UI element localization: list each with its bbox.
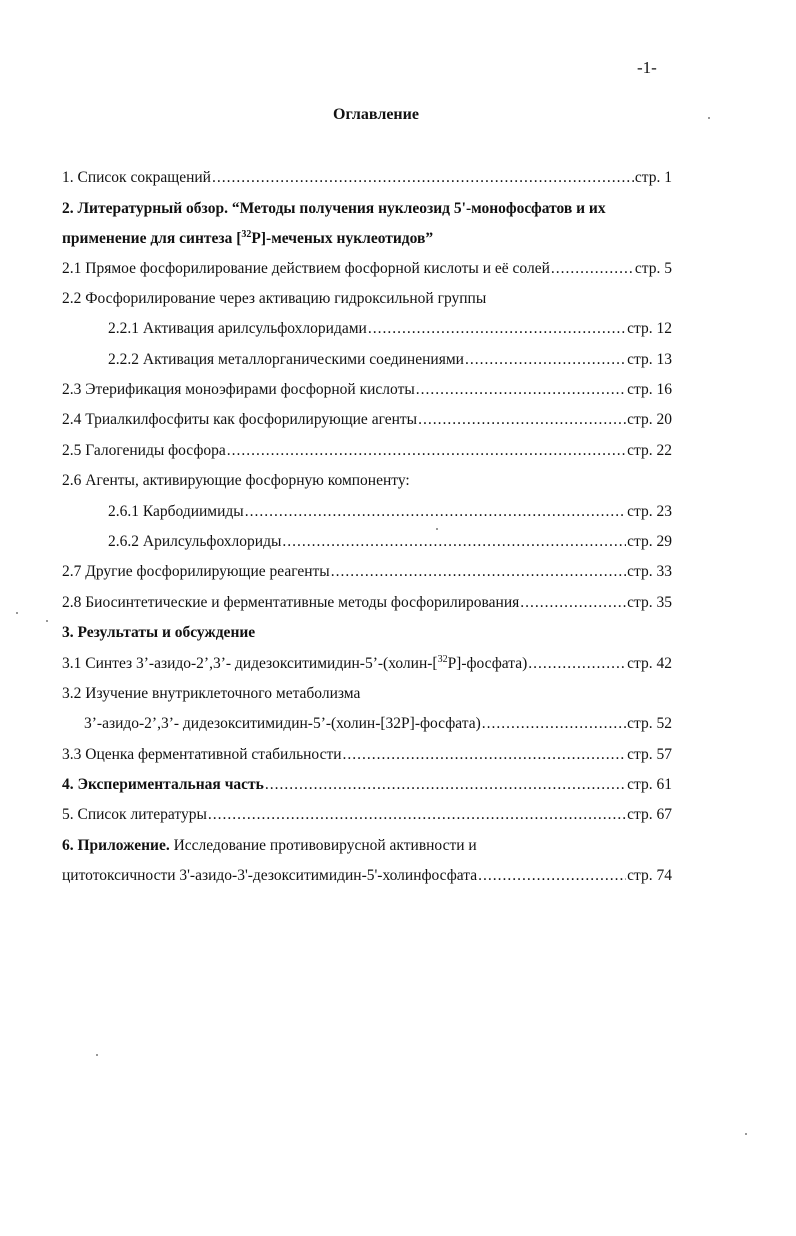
toc-entry-results: [62, 623, 672, 643]
toc-leader: [227, 441, 626, 461]
toc-entry-2-2-1: [108, 319, 672, 339]
toc-leader: [528, 654, 626, 674]
toc-leader: [482, 714, 626, 734]
toc-entry-2-5: [62, 441, 672, 461]
toc-label: 2.2 Фосфорилирование через активацию гидроксильной группы: [62, 290, 487, 307]
toc-label: 2.4 Триалкилфосфиты как фосфорилирующие агенты: [62, 411, 418, 428]
toc-label: 3.3 Оценка ферментативной стабильности: [62, 746, 342, 763]
toc-page-ref: стр. 52: [627, 715, 672, 732]
toc-label-pre: применение для синтеза [: [62, 230, 242, 247]
toc-label: 2.6.2 Арилсульфохлориды: [108, 533, 282, 550]
toc-page-ref: стр. 67: [627, 806, 672, 823]
toc-leader: [418, 410, 626, 430]
toc-leader: [465, 350, 626, 370]
toc-leader: [265, 775, 626, 795]
toc-entry-2-8: [62, 593, 672, 613]
toc-entry-3-2-line1: [62, 684, 672, 704]
toc-page-ref: стр. 13: [627, 351, 672, 368]
toc-leader: [343, 745, 627, 765]
page-number: -1-: [637, 58, 657, 77]
toc-entry-2-2-2: [108, 350, 672, 370]
toc-label: 2.5 Галогениды фосфора: [62, 442, 226, 459]
scan-speck: [16, 612, 18, 614]
toc-entry-2-1: [62, 259, 672, 279]
toc-entry-3-2-line2: [84, 714, 672, 734]
toc-entry-2-7: [62, 562, 672, 582]
toc-page-ref: стр. 33: [627, 563, 672, 580]
toc-entry-2-3: [62, 380, 672, 400]
toc-entry-literature-review-line2: [62, 229, 672, 249]
scan-speck: [46, 620, 48, 622]
scan-speck: [436, 528, 438, 530]
toc-entry-references: [62, 805, 672, 825]
superscript: 32: [437, 653, 448, 665]
toc-page-ref: стр. 42: [627, 655, 672, 672]
toc-page-ref: стр. 61: [627, 776, 672, 793]
toc-label: 3’-азидо-2’,3’- дидезокситимидин-5’-(холин-[32P]-фосфата): [84, 715, 481, 732]
toc-label: 2.6 Агенты, активирующие фосфорную компоненту:: [62, 472, 410, 489]
toc-label: 2.3 Этерификация моноэфирами фосфорной кислоты: [62, 381, 415, 398]
toc-label: 4. Экспериментальная часть: [62, 776, 264, 793]
toc-entry-2-2: [62, 289, 672, 309]
toc-label-post: P]-фосфата): [447, 655, 528, 672]
toc-label: 3.2 Изучение внутриклеточного метаболизма: [62, 685, 361, 702]
toc-label: 2.6.1 Карбодиимиды: [108, 503, 244, 520]
toc-entry-appendix-line1: [62, 836, 672, 856]
toc-label: [62, 654, 527, 674]
scan-speck: [745, 1133, 747, 1135]
toc-page-ref: стр. 22: [627, 442, 672, 459]
toc-entry-abbreviations: [62, 168, 672, 188]
toc-leader: [478, 866, 626, 886]
toc-label: 2.1 Прямое фосфорилирование действием фосфорной кислоты и её солей: [62, 260, 550, 277]
toc-entry-literature-review-line1: [62, 199, 672, 219]
toc-label: Исследование противовирусной активности и: [169, 837, 477, 854]
toc-label: 2.2.2 Активация металлорганическими соединениями: [108, 351, 464, 368]
toc-leader: [368, 319, 626, 339]
toc-page-ref: стр. 20: [627, 411, 672, 428]
toc-entry-3-1: [62, 654, 672, 674]
toc-label: 2.8 Биосинтетические и ферментативные методы фосфорилирования: [62, 594, 520, 611]
toc-entry-appendix-line2: [62, 866, 672, 886]
toc-entry-2-6-2: [108, 532, 672, 552]
scan-speck: [708, 117, 710, 119]
toc-label-post: P]-меченых нуклеотидов”: [251, 230, 434, 247]
toc-page-ref: стр. 35: [627, 594, 672, 611]
toc-label: 5. Список литературы: [62, 806, 207, 823]
toc-leader: [282, 532, 626, 552]
toc-page-ref: стр. 74: [627, 867, 672, 884]
toc-label: 2. Литературный обзор. “Методы получения нуклеозид 5'-монофосфатов и их: [62, 200, 606, 217]
toc-label: 1. Список сокращений: [62, 169, 211, 186]
toc-page-ref: стр. 29: [627, 533, 672, 550]
toc-leader: [245, 502, 626, 522]
toc-page-ref: стр. 23: [627, 503, 672, 520]
superscript: 32: [241, 228, 252, 240]
toc-page-ref: стр. 57: [627, 746, 672, 763]
toc-page-ref: стр. 5: [634, 260, 672, 277]
toc-leader: [331, 562, 626, 582]
toc-entry-2-6-1: [108, 502, 672, 522]
toc-label: 3. Результаты и обсуждение: [62, 624, 256, 641]
toc-leader: [208, 805, 626, 825]
toc-page-ref: стр. 16: [627, 381, 672, 398]
toc-entry-2-6: [62, 471, 672, 491]
scan-speck: [96, 1054, 98, 1056]
toc-entry-2-4: [62, 410, 672, 430]
toc-leader: [416, 380, 626, 400]
toc-label: 2.2.1 Активация арилсульфохлоридами: [108, 320, 367, 337]
toc-leader: [520, 593, 626, 613]
toc-page-ref: стр. 12: [627, 320, 672, 337]
page-title: Оглавление: [333, 106, 419, 123]
toc-page-ref: стр. 1: [634, 169, 672, 186]
toc-entry-experimental: [62, 775, 672, 795]
toc-entry-3-3: [62, 745, 672, 765]
toc-leader: [212, 168, 634, 188]
toc-label-bold: 6. Приложение.: [62, 837, 170, 854]
toc-label: цитотоксичности 3'-азидо-3'-дезокситимидин-5'-холинфосфата: [62, 867, 478, 884]
toc-label: 2.7 Другие фосфорилирующие реагенты: [62, 563, 330, 580]
toc-leader: [551, 259, 634, 279]
toc-label-pre: 3.1 Синтез 3’-азидо-2’,3’- дидезокситимидин-5’-(холин-[: [62, 655, 438, 672]
